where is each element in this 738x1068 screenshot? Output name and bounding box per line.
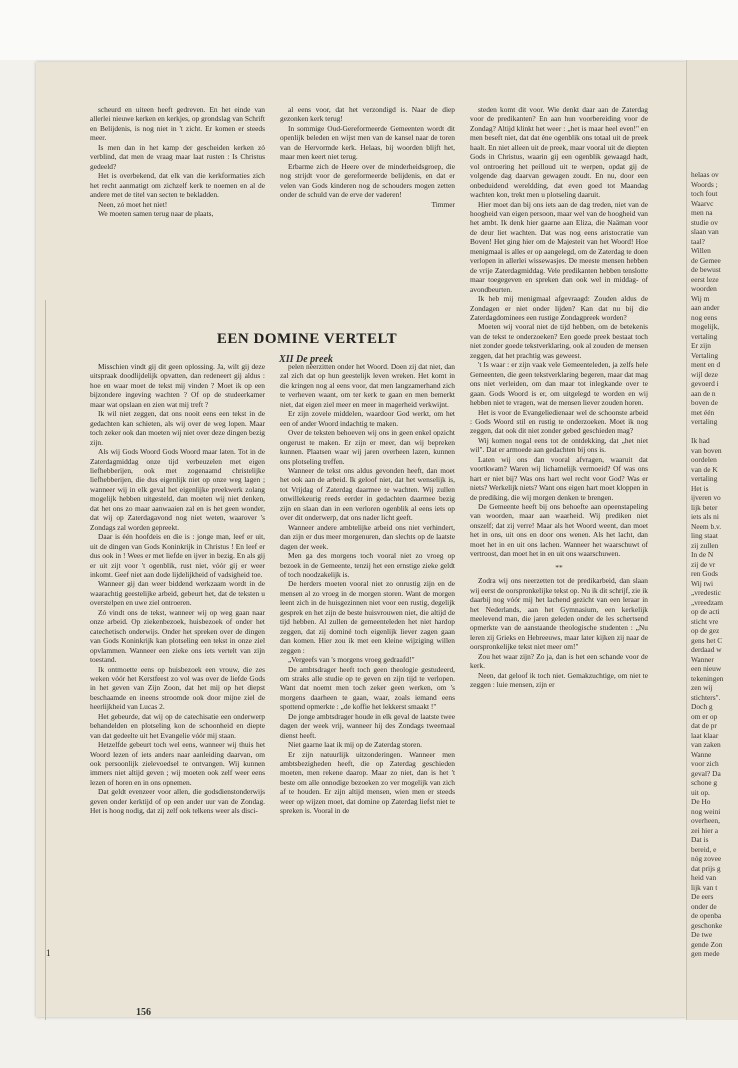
fragment-line: vertaling [691, 474, 718, 483]
paragraph: Dat geldt evenzeer voor allen, die godsdienstonderwijs geven onder kerktijd of op een ander uur van de Zondag. Het is hoog nodig, dat zij zelf ook telkens weer als disci- [90, 787, 265, 816]
paragraph: Er zijn natuurlijk uitzonderingen. Wanneer men ambtsbezigheden heeft, die op Zaterdag geschieden moeten, men rekene daarop. Maar zo niet, dan is het 't beste om alle onnodige bezoeken zo ver mogelijk van zich af te houden. Er zijn altijd mensen, wien men er steeds weer op wijzen moet, dat domine op Zaterdag liefst niet te spreken is. Vooral in de [280, 749, 455, 816]
fragment-line: eerst leze [691, 274, 719, 284]
column-b-main [280, 362, 455, 816]
adjacent-page-edge [686, 60, 738, 1020]
scan-background [0, 0, 738, 60]
fragment-line: slaan van [691, 227, 719, 236]
paragraph: Hetzelfde gebeurt toch wel eens, wanneer wij thuis het Woord lezen of iets anders naar aanleiding daarvan, om ook persoonlijk zielevoedsel te ontvangen. Wij kunnen immers niet altijd geven ; wij moeten ook zelf weer eens lezen of horen en in ons opnemen. [90, 740, 265, 787]
paragraph: Wanneer andere ambtelijke arbeid ons niet verhindert, dan zijn er dus meer morgenuren, dan slechts op de laatste dagen der week. [280, 522, 455, 551]
fragment-line: ling staat [691, 531, 718, 540]
adjacent-page-text [691, 170, 738, 959]
author-signature: Timmer [431, 199, 455, 209]
paragraph: Niet gaarne laat ik mij op de Zaterdag storen. [288, 740, 423, 750]
fragment-line: zen wij [691, 683, 713, 692]
magazine-page [36, 62, 686, 1017]
fragment-line: boven de [691, 398, 718, 407]
fragment-line: Waarvc [691, 198, 714, 208]
paragraph: De ambtsdrager heeft toch geen theologie gestudeerd, om straks alle studie op te geven en zijn tijd te verlopen. Want dat noemt men toch zeker geen werken, om 's morgens daarheen te gaan, waar, zoals iemand eens spottend opmerkte : „de koffie het lekkerst smaakt !" [280, 664, 455, 712]
paragraph: De jonge ambtsdrager houde in elk geval de laatste twee dagen der week vrij, wanneer hij des Zondags tweemaal dienst heeft. [280, 711, 455, 740]
fragment-line: ment en d [691, 360, 721, 369]
paragraph: Ik wil niet zeggen, dat ons nooit eens een tekst in de gedachten kan schieten, als wij over de weg lopen. Maar toch zeker ook dan moeten wij niet over deze dingen bezig zijn. [90, 409, 265, 447]
fragment-line: van zaken [691, 740, 721, 749]
fragment-line [691, 427, 738, 437]
paragraph: Daar is één hoofdeis en die is : jonge man, leef er uit, uit de dingen van Gods Koninkrijk in Christus ! En leef er dus ook in ! Wees er met liefde en ijver in bezig. En als gij er uit zijt voor 't ogenblik, rust niet, vóór gij er weer inkomt. Geef niet aan dode lijdelijkheid of vadsigheid toe. [90, 532, 265, 579]
fragment-line: op de acti [691, 607, 720, 616]
paragraph: Neen, dat geloof ik toch niet. Gemakzuchtige, om niet te zeggen : luie mensen, zijn er [470, 670, 648, 690]
fragment-line: om er op [691, 711, 718, 721]
paragraph: 't Is waar : er zijn vaak vele Gemeenteleden, ja zelfs hele Gemeenten, die geen tekstverklaring begeren, maar dat mag ons niet verleiden, om dan maar tot inlegkande over te gaan. Gods Woord is er, om uitgelegd te worden en wij hebben niet te vragen, wat de mensen liever zouden horen. [470, 360, 648, 408]
paragraph: „Vergeefs van 's morgens vroeg gedraafd!" [288, 655, 415, 665]
fragment-line: met één [691, 407, 715, 417]
fragment-line: Woords ; [691, 179, 718, 189]
fragment-line: wijl deze [691, 369, 718, 379]
fragment-line: uit op. [691, 787, 710, 797]
paragraph: Ik heb mij menigmaal afgevraagd: Zouden aldus de Zondagen er niet onder lijden? Kan dat nu bij die Zaterdagdominees een rustige Zondagpreek worden? [470, 294, 648, 322]
fragment-line: gen mede [691, 949, 720, 958]
fragment-line: Doch g [691, 702, 713, 711]
paragraph: Ik ontmoette eens op huisbezoek een vrouw, die zes weken vóór het Kerstfeest zo vol was over de liefde Gods in het geven van Zijn Zoon, dat het mij op het diepst beschaamde en ineens stroomde ook door mijne ziel de heerlijkheid van Lucas 2. [90, 664, 265, 712]
fragment-line: derdaad w [691, 645, 722, 654]
fragment-line: toch fout [691, 189, 718, 198]
fragment-line: geschonke [691, 920, 723, 930]
margin-mark: 1 [46, 948, 51, 958]
fragment-line: onder de [691, 901, 717, 911]
fragment-line: De Ho [691, 797, 711, 806]
paragraph: Hier moet dan bij ons iets aan de dag treden, niet van de hoogheid van eigen persoon, maar wel van de hoogheid van het ambt. Ik denk hier gaarne aan Eliza, die Naäman voor de deur liet wachten. Dat was nog eens aristocratie van Boven! Het ging hier om de Majesteit van het Woord! Hoe menigmaal is alles er op aangelegd, om de Zaterdag te doen verlopen in allerlei wissewasjes. De meeste mensen hebben de vrije Zaterdagmiddag. Vele predikanten hebben tenslotte maar toegegeven en spreken dan ook wel in middag- of avondbeurten. [470, 199, 648, 294]
paragraph: al eens voor, dat het verzondigd is. Naar de diep gezonken kerk terug! [280, 105, 455, 124]
fragment-line: Willen [691, 246, 711, 255]
fragment-line: iets als ni [691, 512, 719, 521]
fragment-line: studie ov [691, 217, 718, 227]
fragment-line: de openba [691, 911, 722, 920]
fragment-line: op de gez [691, 626, 720, 635]
fragment-line: woorden [691, 284, 717, 293]
fragment-line: geval? Da [691, 768, 721, 778]
fragment-line: Neem b.v. [691, 521, 722, 531]
fragment-line: nóg zovee [691, 854, 722, 863]
paragraph: Laten wij ons dan vooral afvragen, waaruit dat voortkwam? Waren wij lichamelijk vermoeid? Of was ons hart er niet bij? Was ons hart wel recht voor God? Was er niets? Werkelijk niets? Want ons eigen hart moet kloppen in de prediking, die wij morgen denken te brengen. [470, 454, 648, 502]
paragraph: Het gebeurde, dat wij op de catechisatie een onderwerp behandelden en plotseling kon de schoonheid en diepte van dat gedeelte uit het Evangelie vóór mij staan. [90, 711, 265, 740]
paragraph: Wanneer de tekst ons aldus gevonden heeft, dan moet het ook aan de arbeid. Ik geloof niet, dat het wenselijk is, tot Vrijdag of Zaterdag daarmee te wachten. Wij zullen onwillekeurig reeds eerder in gedachten daarmee bezig zijn en slaan dan in een verloren ogenblik al eens iets op over dit onderwerp, dat ons nader licht geeft. [280, 465, 455, 523]
fragment-line: nog weini [691, 806, 721, 816]
paragraph: Over de teksten behoeven wij ons in geen enkel opzicht ongerust te maken. Er zijn er meer, dan wij bepreken kunnen. Plaatsen waar wij jaren overheen lazen, kunnen ons plotseling treffen. [280, 428, 455, 466]
fragment-line: een nieuw [691, 664, 722, 673]
column-a-top [90, 105, 265, 218]
paragraph: Is men dan in het kamp der gescheiden kerken zó verblind, dat men de vraag maar laat rusten : Is Christus gedeeld? [90, 142, 265, 171]
fragment-line: taal? [691, 236, 705, 246]
paragraph: steden komt dit voor. Wie denkt daar aan de Zaterdag voor de predikanten? En aan hun voorbereiding voor de Zondag? Altijd klinkt het weer : „het is maar heel even!" en men beseft niet, dat dat éne ogenblik ons totaal uit de preek haalt. En niet alleen uit de preek, maar vooral uit de diepten Gods in Christus, waarin gij een ogenblik gewaagd hadt, vol ontroering het peilloud uit te werpen, opdat gij de volgende dag daarvan gewagen zoudt. En nu, door een onbeduidend wereldding, dat even goed tot Maandag wachten kon, trekt men u plotseling daaruit. [470, 105, 648, 200]
fragment-line: Er zijn [691, 341, 711, 350]
column-b-top [280, 105, 455, 209]
fragment-line: schone g [691, 778, 718, 787]
fragment-line: heid van [691, 873, 717, 882]
paragraph: Men ga des morgens toch vooral niet zo vroeg op bezoek in de Gemeente, tenzij het een ernstige zieke geldt of toch noodzakelijk is. [280, 551, 455, 579]
fragment-line: Vertaling [691, 350, 719, 360]
fragment-line: dat de pr [691, 721, 717, 730]
fragment-line: Wij twi [691, 578, 714, 588]
fragment-line: Wij m [691, 293, 710, 303]
column-a-main [90, 362, 265, 816]
fragment-line: ren Gods [691, 569, 718, 578]
paragraph: De Gemeente heeft bij ons behoefte aan opeenstapeling van woorden, maar aan waarheid. Wij prediken niet onszelf; dat zij verre! Maar als het Woord weent, dan moet het in ons, uit ons en door ons wenen. Als het lacht, dan moet het in en uit ons lachen. Wanneer het waarschuwt of vertroost, dan moet het in en uit ons waarschuwen. [470, 502, 648, 559]
fragment-line: „vredestic [691, 588, 721, 597]
fragment-line: men na [691, 208, 713, 217]
fragment-line: aan de n [691, 388, 716, 398]
paragraph: De herders moeten vooral niet zo onrustig zijn en de mensen al zo vroeg in de morgen storen. Want de morgen leent zich in de huisgezinnen niet voor een rustig, degelijk gesprek en het zijn de beste huisvrouwen niet, die altijd de tijd hebben. Al zullen de gemeenteleden het niet hardop zeggen, dat zij dominé toch eigenlijk liever zagen gaan dan komen. Hier zou ik met een kleine wijziging willen zeggen : [280, 579, 455, 655]
fragment-line: In de N [691, 550, 714, 559]
paragraph: Er zijn zovele middelen, waardoor God werkt, om het een of ander Woord indachtig te maken. [280, 409, 455, 428]
fragment-line: zij zullen [691, 540, 719, 550]
paragraph: Zou het waar zijn? Zo ja, dan is het een schande voor de kerk. [470, 651, 648, 671]
fragment-line: stichters". [691, 692, 721, 702]
binding-rule [45, 300, 46, 1020]
fragment-line: van de K [691, 464, 718, 474]
paragraph: Neen, zó moet het niet! [98, 199, 168, 209]
fragment-line: De twe [691, 930, 713, 939]
page-number: 156 [136, 1007, 151, 1018]
fragment-line: de Gemee [691, 255, 721, 265]
fragment-line: voor zich [691, 759, 719, 768]
fragment-line: „vreedzam [691, 597, 724, 607]
fragment-line: aan ander [691, 303, 720, 312]
fragment-line: zij de vr [691, 559, 716, 569]
fragment-line: gevoerd i [691, 379, 719, 388]
fragment-line: De eers [691, 892, 714, 901]
section-separator: ** [555, 562, 563, 572]
fragment-line: ijveren vo [691, 493, 721, 502]
fragment-line: helaas ov [691, 170, 719, 179]
fragment-line: tekeningen [691, 673, 724, 683]
paragraph: pelen neerzitten onder het Woord. Doen zij dat niet, dan zal zich dat op hun geestelijk leven wreken. Het komt in die kringen nog al eens voor, dat men langzamerhand zich te verheven waant, om ter kerk te gaan en men bemerkt niet, dat eigen ziel meer en meer in magerheid verkwijnt. [280, 362, 455, 409]
fragment-line: vertaling [691, 417, 718, 426]
article-subtitle: XII De preek [279, 354, 333, 365]
fragment-line: Ik had [691, 436, 710, 445]
paragraph: In sommige Oud-Gereformeerde Gemeenten wordt dit openlijk beleden en wijst men van de kansel naar de toren van de Hervormde kerk. Helaas, bij woorden blijft het, maar men keert niet terug. [280, 123, 455, 162]
column-c [470, 105, 648, 690]
fragment-line: bereid, e [691, 844, 717, 854]
fragment-line: Wanne [691, 749, 712, 759]
paragraph: scheurd en uiteen heeft gedreven. En het einde van allerlei nieuwe kerken en kerkjes, op grondslag van Schrift en Belijdenis, is nog niet in 't zicht. Er komen er steeds meer. [90, 105, 265, 143]
fragment-line: dat prijs g [691, 863, 721, 873]
fragment-line: gens het C [691, 635, 723, 645]
fragment-line: zei hier a [691, 825, 719, 835]
paragraph: Het is overbekend, dat elk van die kerkformaties zich het recht aanmatigt om zichzelf kerk te noemen en al de andere met de titel van secten te bekladden. [90, 171, 265, 200]
paragraph: Zó vindt ons de tekst, wanneer wij op weg gaan naar onze arbeid. Op ziekenbezoek, huisbezoek of onder het catechetisch onderwijs. Onder het spreken over de dingen van Gods Koninkrijk kan plotseling een tekst in onze ziel opvlammen. Wanneer een zieke ons iets vertelt van zijn toestand. [90, 607, 265, 665]
paragraph: Erbarme zich de Heere over de minderheidsgroep, die nog strijdt voor de gereformeerde belijdenis, en dat er velen van Gods kinderen nog de schouders mogen zetten onder de schuld van de erve der vaderen! [280, 161, 455, 200]
fragment-line: Dat is [691, 835, 709, 844]
fragment-line: lijk beter [691, 502, 718, 512]
fragment-line: van boven [691, 445, 722, 455]
fragment-line: oordelen [691, 455, 717, 464]
paragraph: We moeten samen terug naar de plaats, [98, 208, 214, 218]
paragraph: Als wij Gods Woord Gods Woord maar laten. Tot in de Zaterdagmiddag onze tijd verbeuzelen met eigen liefhebberijen, ook met zogenaamd christelijke liefhebberijen, die dus eigenlijk niet op onze weg lagen ; wanneer wij in elk geval het eigenlijke preekwerk zolang mogelijk hebben uitgesteld, dan moeten wij niet denken, dat het ons zo maar aanwaaien zal en is het geen wonder, dat wij op Zaterdagavond nog niet weten, waarover 's Zondags zal worden gepreekt. [90, 447, 265, 532]
fragment-line: Het is [691, 483, 709, 493]
fragment-line: overheen, [691, 816, 720, 825]
fragment-line: de bewust [691, 265, 721, 274]
fragment-line: mogelijk, [691, 322, 720, 331]
fragment-line: gende Zon [691, 939, 723, 949]
article-title: EEN DOMINE VERTELT [216, 331, 398, 347]
fragment-line: vertaling [691, 331, 718, 341]
paragraph: Misschien vindt gij dit geen oplossing. Ja, wilt gij deze uitspraak doodlijdelijk opvatten, dan redeneert gij aldus : hoe en waar moet de tekst mij vinden ? Moet ik op een bijzondere ingeving wachten ? Of op de studeerkamer maar wat opslaan en zien wat mij treft ? [90, 362, 265, 409]
fragment-line: sticht vre [691, 616, 719, 626]
paragraph: Zodra wij ons neerzetten tot de predikarbeid, dan slaan wij eerst de oorspronkelijke tekst op. Nu ik dit schrijf, zie ik daarbij nog vóór mij het lachend gezicht van een leraar in het Nederlands, aan het Gymnasium, een kerkelijk meelevend man, die jaren geleden onder de les schertsend opmerkte van de aanstaande theologische studenten : „Nu leren zij Grieks en Hebreeuws, maar later kijken zij naar de oorspronkelijke tekst niet meer om!" [470, 576, 648, 652]
paragraph: Wanneer gij dan weer biddend werkzaam wordt in de waarachtig geestelijke arbeid, gebeurt het, dat de teksten u overstelpen en uwe ziel ontroeren. [90, 579, 265, 608]
fragment-line: laat klaar [691, 730, 719, 740]
fragment-line: Wanner [691, 654, 714, 664]
fragment-line: nog eens [691, 312, 718, 322]
paragraph: Het is voor de Evangeliedienaar wel de schoonste arbeid : Gods Woord stil en rustig te onderzoeken. Moet ik nog zeggen, dat ook dit niet zonder gebed geschieden mag? [470, 407, 648, 436]
paragraph: Wij komen nogal eens tot de ontdekking, dat „het niet wil". Dat er armoede aan gedachten bij ons is. [470, 435, 648, 455]
fragment-line: lijk van t [691, 882, 718, 892]
paragraph: Moeten wij vooral niet de tijd hebben, om de betekenis van de tekst te onderzoeken? Een goede preek bestaat toch niet zonder goede tekstverklaring, ook al zouden de mensen zeggen, dat het prachtig was geweest. [470, 322, 648, 360]
